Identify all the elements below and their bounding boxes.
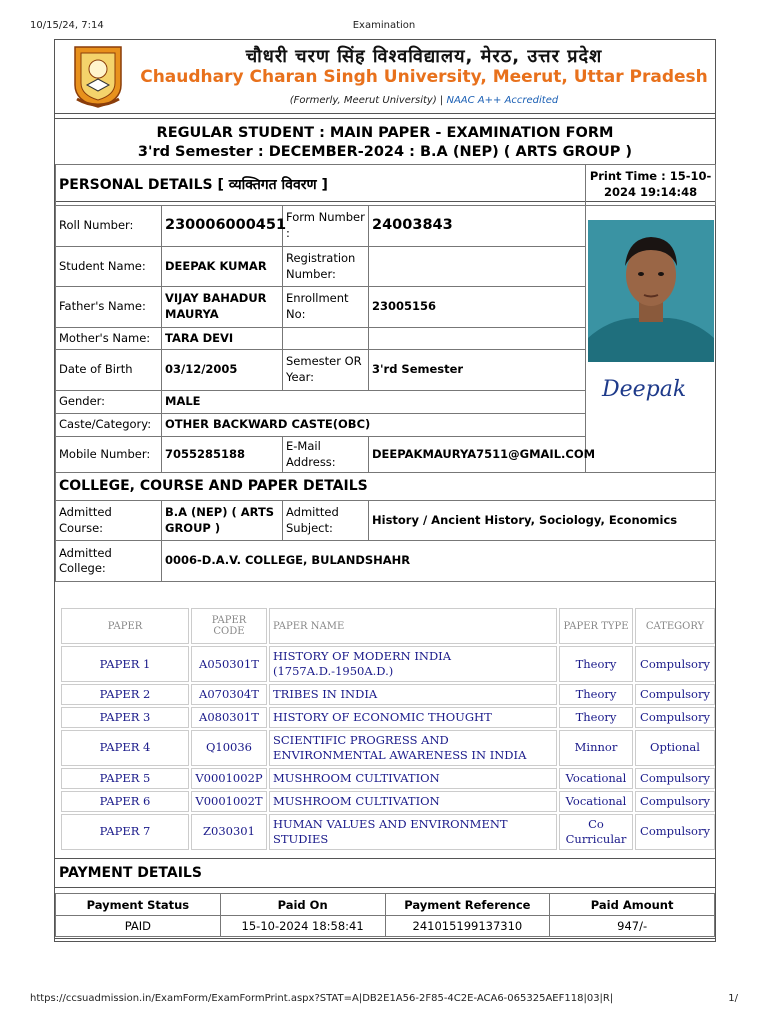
page-url: https://ccsuadmission.in/ExamForm/ExamFormPrint.aspx?STAT=A|DB2E1A56-2F85-4C2E-ACA6-065325AEF118|03|R| <box>30 993 614 1004</box>
paper-type: Co Curricular <box>559 814 633 850</box>
email-value: DEEPAKMAURYA7511@GMAIL.COM <box>369 437 586 473</box>
personal-details-table <box>55 164 716 582</box>
paper-code: Z030301 <box>191 814 267 850</box>
col-header-paid-amount: Paid Amount <box>550 894 715 916</box>
caste-label: Caste/Category: <box>56 414 162 437</box>
roll-number-value: 230006000451 <box>162 206 283 247</box>
university-header <box>55 40 715 114</box>
page-number: 1/ <box>728 993 738 1004</box>
table-row <box>56 916 715 937</box>
paper-code: Q10036 <box>191 730 267 766</box>
mobile-label: Mobile Number: <box>56 437 162 473</box>
payment-status: PAID <box>56 916 221 937</box>
col-header-paid-on: Paid On <box>220 894 385 916</box>
papers-section <box>59 606 711 854</box>
enrollment-value: 23005156 <box>369 287 586 328</box>
university-hindi-name: चौधरी चरण सिंह विश्वविद्यालय, मेरठ, उत्तर प्रदेश <box>245 46 603 67</box>
gender-value: MALE <box>162 391 586 414</box>
admitted-subject-label: Admitted Subject: <box>283 501 369 541</box>
personal-details-heading: PERSONAL DETAILS [ व्यक्तिगत विवरण ] <box>56 165 586 206</box>
naac-accreditation: NAAC A++ Accredited <box>446 95 559 106</box>
paper-label: PAPER 1 <box>61 646 189 682</box>
print-header <box>30 20 738 34</box>
paper-code: V0001002P <box>191 768 267 789</box>
col-header-paper-type: PAPER TYPE <box>559 608 633 644</box>
paper-type: Minnor <box>559 730 633 766</box>
paper-category: Compulsory <box>635 646 715 682</box>
admitted-college-value: 0006-D.A.V. COLLEGE, BULANDSHAHR <box>162 541 716 582</box>
paper-type: Theory <box>559 646 633 682</box>
paper-name: MUSHROOM CULTIVATION <box>269 768 557 789</box>
paper-label: PAPER 2 <box>61 684 189 705</box>
col-header-paper-code: PAPER CODE <box>191 608 267 644</box>
mother-name-label: Mother's Name: <box>56 328 162 350</box>
gender-label: Gender: <box>56 391 162 414</box>
form-title-line1: REGULAR STUDENT : MAIN PAPER - EXAMINATION FORM <box>156 125 614 141</box>
registration-label: Registration Number: <box>283 247 369 287</box>
paper-code: A070304T <box>191 684 267 705</box>
paper-type: Vocational <box>559 768 633 789</box>
table-row <box>61 768 715 789</box>
col-header-payment-reference: Payment Reference <box>385 894 550 916</box>
paper-category: Compulsory <box>635 707 715 728</box>
email-label: E-Mail Address: <box>283 437 369 473</box>
registration-value <box>369 247 586 287</box>
paper-code: A050301T <box>191 646 267 682</box>
table-row <box>61 707 715 728</box>
paper-name: HISTORY OF ECONOMIC THOUGHT <box>269 707 557 728</box>
col-header-paper: PAPER <box>61 608 189 644</box>
form-title-line2: 3'rd Semester : DECEMBER-2024 : B.A (NEP) ( ARTS GROUP ) <box>137 144 633 160</box>
student-signature <box>588 362 714 414</box>
enrollment-label: Enrollment No: <box>283 287 369 328</box>
paper-category: Compulsory <box>635 791 715 812</box>
exam-form <box>54 39 716 942</box>
father-name-label: Father's Name: <box>56 287 162 328</box>
admitted-course-label: Admitted Course: <box>56 501 162 541</box>
paper-category: Compulsory <box>635 768 715 789</box>
print-footer <box>30 993 738 1007</box>
payment-details-heading: PAYMENT DETAILS <box>55 858 715 888</box>
caste-value: OTHER BACKWARD CASTE(OBC) <box>162 414 586 437</box>
paper-type: Theory <box>559 684 633 705</box>
paper-category: Optional <box>635 730 715 766</box>
paid-on: 15-10-2024 18:58:41 <box>220 916 385 937</box>
admitted-subject-value: History / Ancient History, Sociology, Economics <box>369 501 716 541</box>
paper-category: Compulsory <box>635 684 715 705</box>
paper-label: PAPER 6 <box>61 791 189 812</box>
col-header-category: CATEGORY <box>635 608 715 644</box>
payment-reference: 241015199137310 <box>385 916 550 937</box>
print-time: Print Time : 15-10-2024 19:14:48 <box>586 165 716 206</box>
paper-name: SCIENTIFIC PROGRESS AND ENVIRONMENTAL AWARENESS IN INDIA <box>269 730 557 766</box>
table-row <box>61 646 715 682</box>
father-name-value: VIJAY BAHADUR MAURYA <box>162 287 283 328</box>
col-header-payment-status: Payment Status <box>56 894 221 916</box>
student-photo <box>588 220 714 362</box>
form-number-label: Form Number : <box>283 206 369 247</box>
signature-text: Deepak <box>601 376 687 402</box>
paper-code: A080301T <box>191 707 267 728</box>
paper-code: V0001002T <box>191 791 267 812</box>
university-subtitle <box>133 95 715 106</box>
papers-table <box>59 606 717 852</box>
paper-name: TRIBES IN INDIA <box>269 684 557 705</box>
print-title: Examination <box>352 20 416 31</box>
semester-value: 3'rd Semester <box>369 350 586 391</box>
dob-value: 03/12/2005 <box>162 350 283 391</box>
paper-name: HISTORY OF MODERN INDIA (1757A.D.-1950A.D.) <box>269 646 557 682</box>
table-row <box>61 814 715 850</box>
university-seal-icon <box>69 45 127 109</box>
dob-label: Date of Birth <box>56 350 162 391</box>
mother-name-value: TARA DEVI <box>162 328 283 350</box>
print-date: 10/15/24, 7:14 <box>30 20 104 31</box>
student-name-value: DEEPAK KUMAR <box>162 247 283 287</box>
payment-section <box>55 858 715 937</box>
paper-name: HUMAN VALUES AND ENVIRONMENT STUDIES <box>269 814 557 850</box>
table-row <box>61 791 715 812</box>
form-number-value: 24003843 <box>369 206 586 247</box>
table-row <box>61 730 715 766</box>
admitted-college-label: Admitted College: <box>56 541 162 582</box>
mobile-value: 7055285188 <box>162 437 283 473</box>
signature-image <box>588 362 714 414</box>
roll-number-label: Roll Number: <box>56 206 162 247</box>
student-name-label: Student Name: <box>56 247 162 287</box>
paper-type: Vocational <box>559 791 633 812</box>
photo-signature-cell <box>586 206 716 414</box>
payment-table <box>55 893 715 937</box>
formerly-text: (Formerly, Meerut University) | <box>289 95 444 106</box>
admitted-course-value: B.A (NEP) ( ARTS GROUP ) <box>162 501 283 541</box>
semester-label: Semester OR Year: <box>283 350 369 391</box>
student-photo-image <box>588 220 714 362</box>
paper-label: PAPER 4 <box>61 730 189 766</box>
paper-type: Theory <box>559 707 633 728</box>
paper-label: PAPER 3 <box>61 707 189 728</box>
college-details-heading: COLLEGE, COURSE AND PAPER DETAILS <box>56 473 716 501</box>
table-row <box>61 684 715 705</box>
paper-name: MUSHROOM CULTIVATION <box>269 791 557 812</box>
paper-category: Compulsory <box>635 814 715 850</box>
paper-label: PAPER 5 <box>61 768 189 789</box>
paper-label: PAPER 7 <box>61 814 189 850</box>
col-header-paper-name: PAPER NAME <box>269 608 557 644</box>
university-english-name: Chaudhary Charan Singh University, Meerut, Uttar Pradesh <box>140 67 708 87</box>
paid-amount: 947/- <box>550 916 715 937</box>
